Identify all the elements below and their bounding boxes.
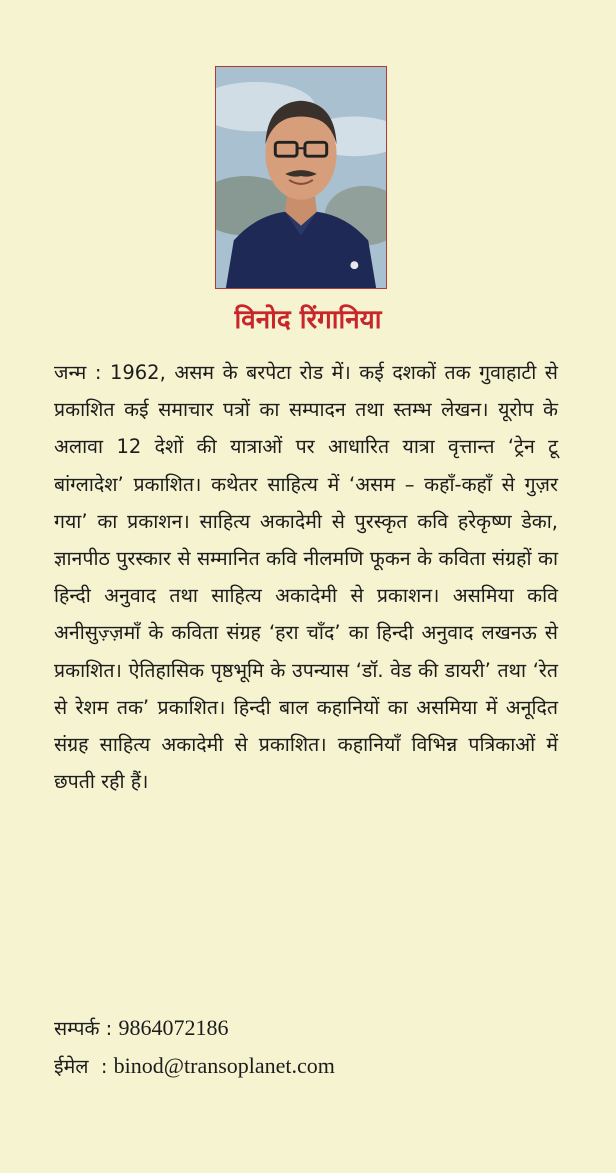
author-bio: जन्म : 1962, असम के बरपेटा रोड में। कई दशकों तक गुवाहाटी से प्रकाशित कई समाचार पत्रों का सम्पादन तथा स्तम्भ लेखन। यूरोप के अलावा 12 देशों की यात्राओं पर आधारित यात्रा वृत्तान्त ‘ट्रेन टू बांग्लादेश’ प्रकाशित। कथेतर साहित्य में ‘असम – कहाँ-कहाँ से गुज़र गया’ का प्रकाशन। साहित्य अकादेमी से पुरस्कृत कवि हरेकृष्ण डेका, ज्ञानपीठ पुरस्कार से सम्मानित कवि नीलमणि फूकन के कविता संग्रहों का हिन्दी अनुवाद तथा साहित्य अकादेमी से प्रकाशन। असमिया कवि अनीसुज़्ज़माँ के कविता संग्रह ‘हरा चाँद’ का हिन्दी अनुवाद लखनऊ से प्रकाशित। ऐतिहासिक पृष्ठभूमि के उपन्यास ‘डॉ. वेड की डायरी’ तथा ‘रेत से रेशम तक’ प्रकाशित। हिन्दी बाल कहानियों का असमिया में अनूदित संग्रह साहित्य अकादेमी से प्रकाशित। कहानियाँ विभिन्न पत्रिकाओं में छपती रही हैं। — [54, 361, 558, 794]
contact-phone-line — [54, 1009, 558, 1047]
email-label: ईमेल : — [54, 1055, 108, 1078]
phone-label: सम्पर्क : — [54, 1017, 113, 1040]
author-photo — [215, 66, 387, 289]
phone-number: 9864072186 — [118, 1015, 229, 1040]
portrait-illustration — [216, 67, 386, 288]
email-address[interactable]: binod@transoplanet.com — [113, 1053, 335, 1078]
contact-email-line — [54, 1047, 558, 1085]
author-name: विनोद रिंगानिया — [234, 305, 382, 335]
